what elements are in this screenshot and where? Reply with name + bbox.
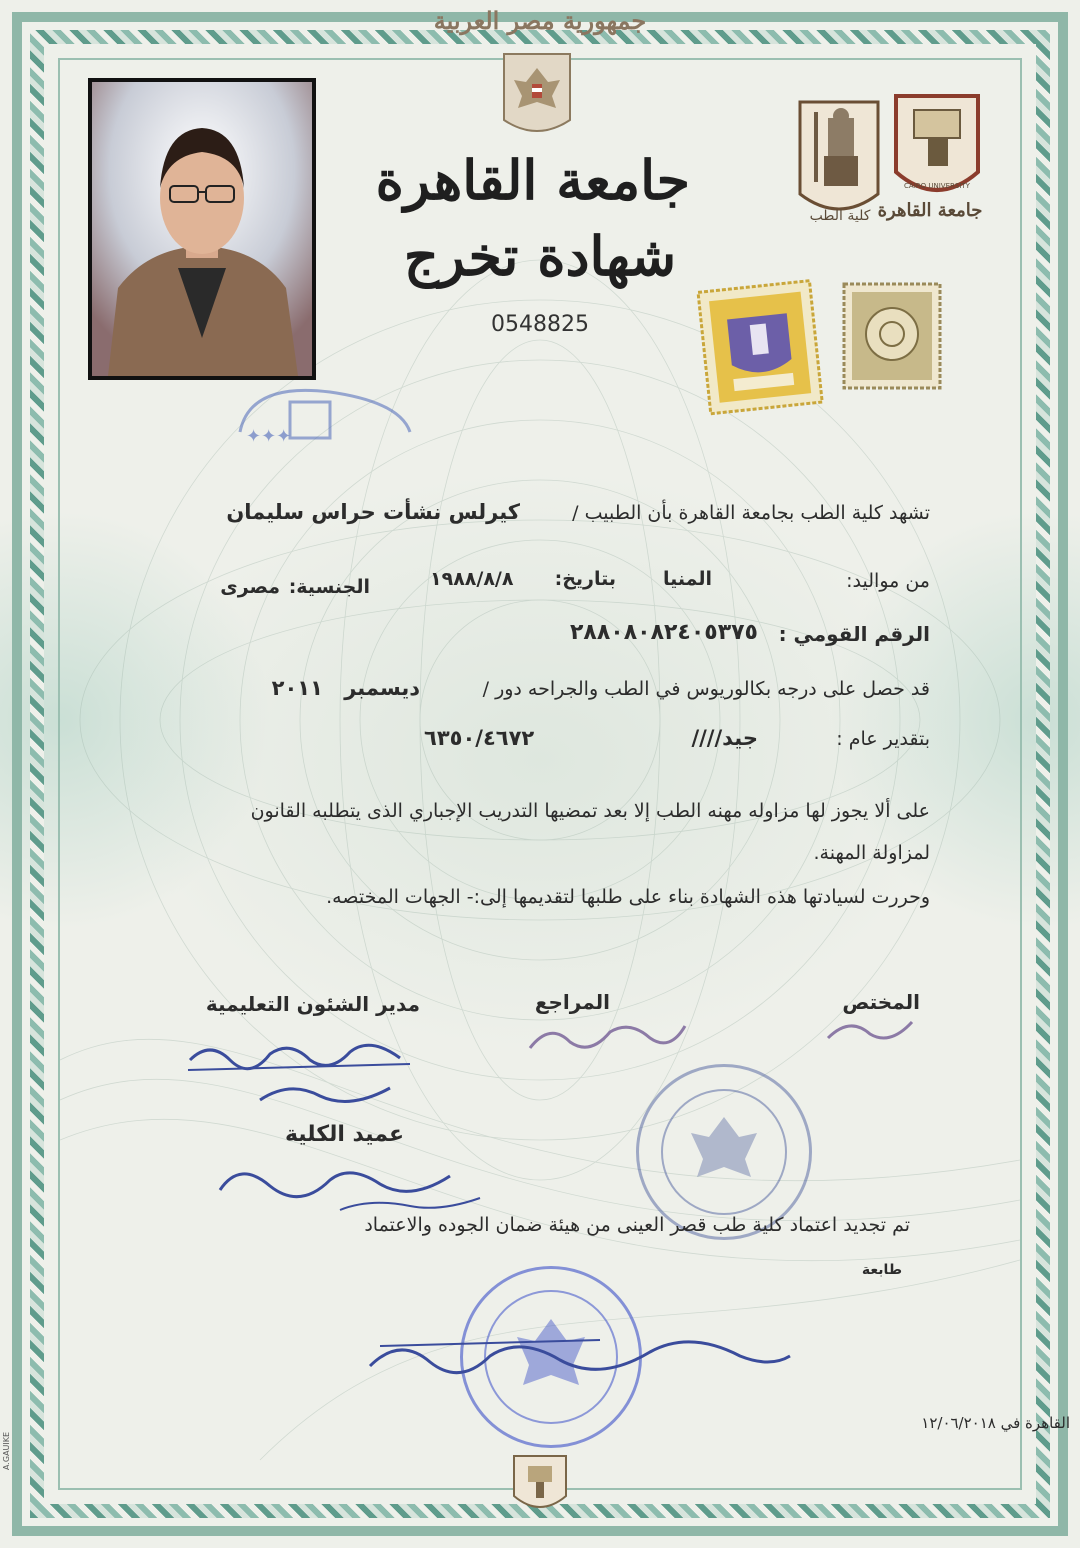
typist-label: طابعة	[861, 1262, 902, 1278]
svg-text:✦✦✦: ✦✦✦	[246, 426, 292, 447]
accreditation-text: تم تجديد اعتماد كلية طب قصر العينى من هيئة ضمان الجوده والاعتماد	[364, 1214, 910, 1236]
serial-number: 0548825	[491, 312, 589, 337]
national-id-value: ٢٨٨٠٨٠٨٢٤٠٥٣٧٥	[570, 620, 758, 645]
national-id-label: الرقم القومي :	[778, 622, 930, 646]
graduate-photo	[88, 78, 316, 380]
seal-eagle-icon	[639, 1067, 809, 1237]
score-value: ٦٣٥٠/٤٦٧٢	[424, 726, 535, 750]
top-arch-text: جمهورية مصر العربية	[433, 6, 647, 35]
degree-session: ديسمبر ٢٠١١	[271, 676, 420, 700]
bottom-signature-icon	[360, 1316, 800, 1406]
line1-prefix: تشهد كلية الطب بجامعة القاهرة بأن الطبيب /	[572, 502, 930, 524]
paragraph2: وحررت لسيادتها هذه الشهادة بناء على طلبها لتقديمها إلى:- الجهات المختصه.	[326, 886, 930, 908]
eagle-emblem-icon	[496, 48, 578, 140]
university-logo-caption: جامعة القاهرة	[877, 200, 983, 221]
faculty-logo-caption: كلية الطب	[809, 208, 871, 224]
paragraph1-line1: على ألا يجوز لها مزاوله مهنه الطب إلا بعد تمضيها التدريب الإجباري الذى يتطلبه القانون	[250, 800, 930, 822]
revenue-stamp-purple-icon	[696, 276, 828, 416]
issue-date: القاهرة في ١٢/٠٦/٢٠١٨	[921, 1414, 1070, 1432]
dean-signature-icon	[210, 1150, 490, 1220]
revenue-stamp-olive-icon	[840, 280, 944, 392]
grade-label: بتقدير عام :	[836, 728, 930, 750]
nationality-value: مصرى	[220, 576, 280, 598]
specialist-label: المختص	[842, 990, 920, 1014]
director-label: مدير الشئون التعليمية	[205, 992, 420, 1016]
side-code: A.GAUIKE	[2, 1431, 11, 1470]
dean-label: عميد الكلية	[284, 1122, 404, 1147]
degree-line: قد حصل على درجه بكالوريوس في الطب والجراحه دور /	[482, 678, 930, 700]
graduate-name: كيرلس نشأت حراس سليمان	[226, 500, 520, 524]
specialist-signature-icon	[820, 1010, 920, 1050]
birth-date-label: بتاريخ:	[554, 568, 616, 590]
certificate-title: شهادة تخرج	[403, 224, 677, 288]
reviewer-label: المراجع	[534, 990, 610, 1014]
paragraph1-line2: لمزاولة المهنة.	[813, 842, 930, 864]
nationality-label: الجنسية:	[288, 576, 370, 598]
birth-place: المنيا	[662, 568, 712, 590]
photo-seal-stamp-icon	[230, 372, 420, 472]
birth-label: من مواليد:	[846, 570, 930, 592]
reviewer-signature-icon	[520, 1012, 690, 1062]
university-title: جامعة القاهرة	[375, 148, 690, 212]
birth-date-value: ١٩٨٨/٨/٨	[430, 568, 514, 590]
director-signature-icon	[180, 1030, 420, 1120]
grade-value: جيد////	[691, 726, 758, 750]
bottom-university-emblem-icon	[510, 1452, 570, 1514]
university-logo-icon	[892, 92, 982, 212]
university-logo-inner-text: CAIRO UNIVERSITY	[904, 182, 970, 190]
